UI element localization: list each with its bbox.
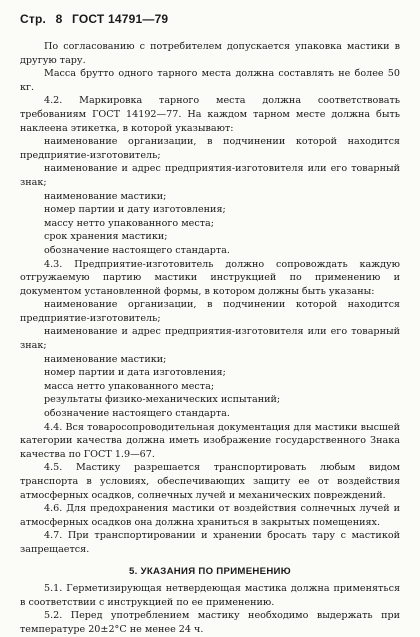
list-item: наименование и адрес предприятия-изготовителя или его товарный знак;	[20, 326, 400, 352]
list-item: обозначение настоящего стандарта.	[44, 408, 230, 420]
list-item: результаты физико-механических испытаний;	[44, 394, 281, 406]
paragraph: 4.6. Для предохранения мастики от воздействия солнечных лучей и атмосферных осадков она должна храниться в закрытых помещениях.	[20, 503, 400, 528]
list-item: наименование и адрес предприятия-изготовителя или его товарный знак;	[20, 163, 400, 188]
paragraph: 4.3. Предприятие-изготовитель должно сопровождать каждую отгружаемую партию мастики инструкцией по применению и документом установленной формы, в котором должны быть указаны:	[20, 258, 400, 297]
paragraph: 4.2. Маркировка тарного места должна соответствовать требованиям ГОСТ 14192—77. На каждом тарном месте должна быть наклеена этикетка, в которой указывают:	[20, 95, 400, 134]
paragraph: 5.1. Герметизирующая нетвердеющая мастика должна применяться в соответствии с инструкцией по ее применению.	[20, 583, 400, 608]
paragraph: По согласованию с потребителем допускается упаковка мастики в другую тару.	[20, 41, 400, 66]
list-item: наименование мастики;	[44, 190, 167, 202]
list-item: номер партии и дата изготовления;	[44, 367, 226, 379]
document-body	[20, 40, 400, 637]
list-item: наименование мастики;	[44, 353, 167, 365]
paragraph: 4.4. Вся товаросопроводительная документация для мастики высшей категории качества должна иметь изображение государственного Знака качества по ГОСТ 1.9—67.	[20, 421, 400, 460]
list-item: наименование организации, в подчинении которой находится предприятие-изготовитель;	[20, 299, 400, 324]
page-number: 8	[55, 12, 63, 26]
standard-number: ГОСТ 14791—79	[71, 12, 169, 26]
paragraph: 4.7. При транспортировании и хранении бросать тару с мастикой запрещается.	[20, 530, 400, 555]
paragraph: 4.5. Мастику разрешается транспортировать любым видом транспорта в условиях, обеспечивающих защиту ее от воздействия атмосферных осадков, солнечных лучей и механических повреждений.	[20, 462, 400, 501]
page-label: Стр.	[20, 12, 47, 26]
paragraph: Масса брутто одного тарного места должна составлять не более 50 кг.	[20, 68, 400, 93]
paragraph: 5.2. Перед употреблением мастику необходимо выдержать при температуре 20±2°С не менее 24 ч.	[20, 610, 400, 635]
page-header	[20, 12, 174, 26]
list-item: обозначение настоящего стандарта.	[44, 244, 230, 256]
list-item: массу нетто упакованного места;	[44, 217, 214, 229]
list-item: номер партии и дату изготовления;	[44, 204, 226, 216]
section-heading: 5. УКАЗАНИЯ ПО ПРИМЕНЕНИЮ	[129, 565, 291, 577]
list-item: масса нетто упакованного места;	[44, 380, 215, 392]
list-item: срок хранения мастики;	[44, 231, 168, 243]
list-item: наименование организации, в подчинении которой находится предприятие-изготовитель;	[20, 136, 400, 161]
